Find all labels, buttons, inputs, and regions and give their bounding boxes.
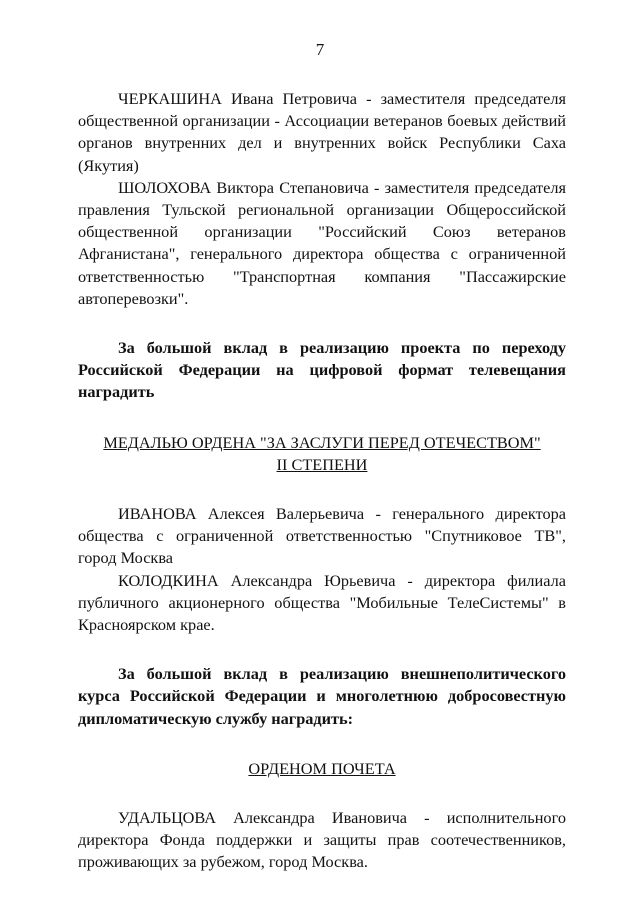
spacer — [78, 636, 566, 663]
nominee-paragraph-sholokhov: ШОЛОХОВА Виктора Степановича - заместителя председателя правления Тульской региональной организации Общероссийской общественной организации "Российский Союз ветеранов Афганистана", генерального директора общества с ограниченной ответственностью "Транспортная компания "Пассажирские автоперевозки". — [78, 177, 566, 308]
spacer — [78, 476, 566, 503]
nominee-paragraph-udaltsov: УДАЛЬЦОВА Александра Ивановича - исполнительного директора Фонда поддержки и защиты прав соотечественников, проживающих за рубежом, город Москва. — [78, 808, 566, 872]
award-heading-medal-line1: МЕДАЛЬЮ ОРДЕНА "ЗА ЗАСЛУГИ ПЕРЕД ОТЕЧЕСТВОМ" — [103, 432, 541, 452]
spacer — [78, 730, 566, 758]
award-heading-order-of-honor: ОРДЕНОМ ПОЧЕТА — [248, 758, 396, 778]
award-reason-digital-tv: За большой вклад в реализацию проекта по переходу Российской Федерации на цифровой формат телевещания наградить — [78, 338, 566, 402]
spacer — [78, 780, 566, 807]
award-reason-foreign-policy: За большой вклад в реализацию внешнеполитического курса Российской Федерации и многолетнюю добросовестную дипломатическую службу наградить: — [78, 664, 566, 728]
document-body — [78, 88, 566, 874]
nominee-paragraph-kolodkin: КОЛОДКИНА Александра Юрьевича - директора филиала публичного акционерного общества "Мобильные ТелеСистемы" в Красноярском крае. — [78, 570, 566, 635]
nominee-paragraph-cherkashin: ЧЕРКАШИНА Ивана Петровича - заместителя председателя общественной организации - Ассоциации ветеранов боевых действий органов внутренних дел и внутренних войск Республики Саха (Якутия) — [78, 89, 566, 175]
nominee-paragraph-ivanov: ИВАНОВА Алексея Валерьевича - генерального директора общества с ограниченной ответственностью "Спутниковое ТВ", город Москва — [78, 504, 566, 568]
page-number: 7 — [315, 40, 325, 59]
spacer — [78, 310, 566, 337]
award-heading-medal-line2: II СТЕПЕНИ — [276, 454, 368, 474]
spacer — [78, 404, 566, 432]
